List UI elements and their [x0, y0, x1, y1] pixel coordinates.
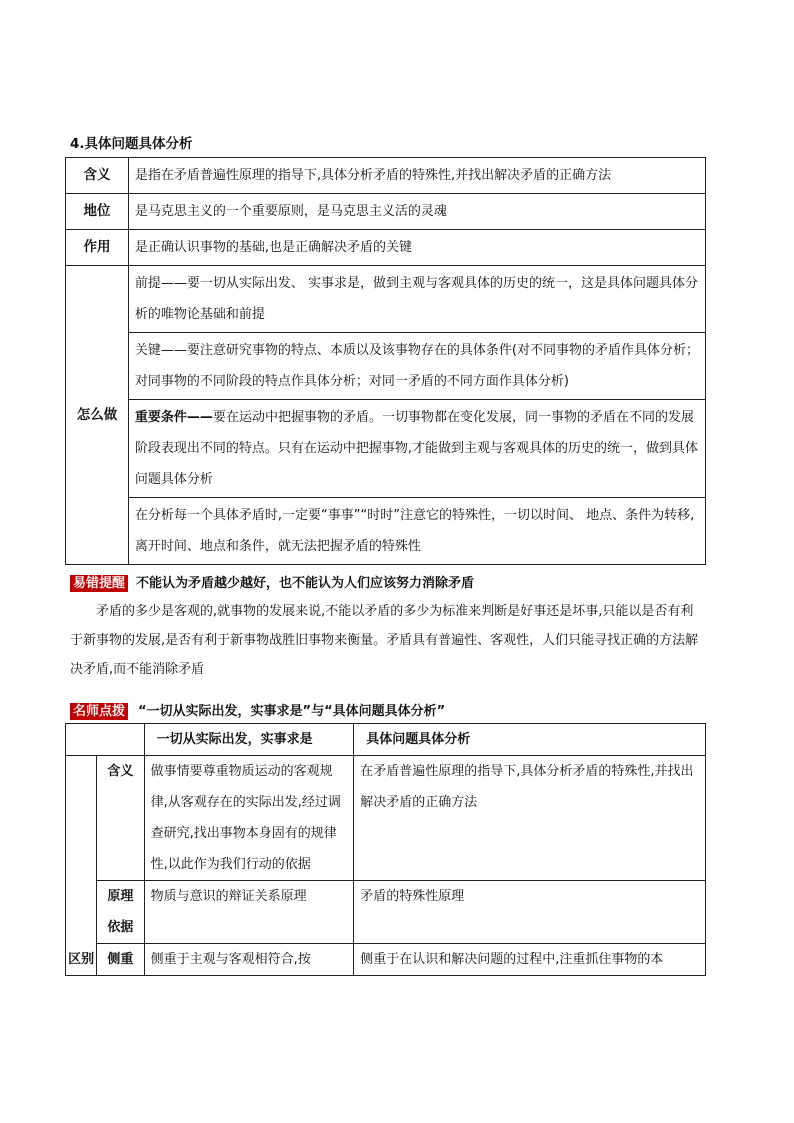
cell: 矛盾的特殊性原理: [354, 881, 706, 944]
how-item-text: 前提——要一切从实际出发、 实事求是，做到主观与客观具体的历史的统一，这是具体问题具体分析的唯物论基础和前提: [134, 276, 699, 322]
teacher-heading: “一切从实际出发，实事求是”与“具体问题具体分析”: [138, 704, 446, 719]
cell: 做事情要尊重物质运动的客观规律,从客观存在的实际出发,经过调查研究,找出事物本身固有的规律性,以此作为我们行动的依据: [144, 756, 354, 881]
table-row: [66, 498, 706, 565]
table-row: [66, 194, 706, 230]
row-label: 含义: [97, 756, 144, 881]
cell: 侧重于主观与客观相符合,按: [144, 944, 354, 976]
concept-table: [65, 157, 706, 565]
table-row: [66, 944, 706, 976]
table-row: [66, 266, 706, 333]
how-item: [128, 266, 705, 333]
header-cell: 一切从实际出发，实事求是: [144, 724, 354, 756]
how-label: 怎么做: [66, 266, 129, 565]
tip-paragraph: 矛盾的多少是客观的,就事物的发展来说,不能以矛盾的多少为标准来判断是好事还是坏事,只能以是否有利于新事物的发展,是否有利于新事物战胜旧事物来衡量。矛盾具有普遍性、客观性，人们只能寻找正确的方法解决矛盾,而不能消除矛盾: [70, 604, 699, 677]
how-item-text: 要在运动中把握事物的矛盾。一切事物都在变化发展，同一事物的矛盾在不同的发展阶段表现出不同的特点。只有在运动中把握事物,才能做到主观与客观具体的历史的统一，做到具体问题具体分析: [134, 410, 699, 487]
row-text: 是马克思主义的一个重要原则，是马克思主义活的灵魂: [128, 194, 705, 230]
tip-heading: 不能认为矛盾越少越好，也不能认为人们应该努力消除矛盾: [136, 576, 475, 591]
how-item: [128, 498, 705, 565]
table-row: [66, 333, 706, 400]
row-text: 是正确认识事物的基础,也是正确解决矛盾的关键: [128, 230, 705, 266]
header-cell: 具体问题具体分析: [354, 724, 706, 756]
table-header-row: [66, 724, 706, 756]
row-label: 作用: [66, 230, 129, 266]
tip-tag: 易错提醒: [70, 575, 128, 592]
table-row: [66, 230, 706, 266]
row-label: 原理依据: [97, 881, 144, 944]
table-row: [66, 756, 706, 881]
teacher-heading-line: [70, 700, 445, 720]
tip-heading-line: [70, 572, 474, 592]
row-text: 是指在矛盾普遍性原理的指导下,具体分析矛盾的特殊性,并找出解决矛盾的正确方法: [128, 158, 705, 194]
table-row: [66, 881, 706, 944]
how-item-text: 在分析每一个具体矛盾时,一定要“事事”“时时”注意它的特殊性，一切以时间、 地点、条件为转移,离开时间、地点和条件，就无法把握矛盾的特殊性: [134, 508, 695, 554]
table-row: [66, 158, 706, 194]
teacher-tag: 名师点拨: [70, 703, 128, 720]
row-label: 侧重: [97, 944, 144, 976]
cell: 侧重于在认识和解决问题的过程中,注重抓住事物的本: [354, 944, 706, 976]
cell: 在矛盾普遍性原理的指导下,具体分析矛盾的特殊性,并找出解决矛盾的正确方法: [354, 756, 706, 881]
table-row: [66, 400, 706, 498]
comparison-table: [65, 723, 706, 976]
group-label: 区别: [66, 756, 97, 976]
section-title: 4.具体问题具体分析: [70, 136, 193, 152]
cell: 物质与意识的辩证关系原理: [144, 881, 354, 944]
row-label: 地位: [66, 194, 129, 230]
how-item: [128, 400, 705, 498]
how-item-bold: 重要条件——: [134, 410, 213, 425]
row-label: 含义: [66, 158, 129, 194]
how-item-text: 关键——要注意研究事物的特点、本质以及该事物存在的具体条件(对不同事物的矛盾作具体分析；对同事物的不同阶段的特点作具体分析；对同一矛盾的不同方面作具体分析): [134, 343, 699, 389]
header-cell-empty: [66, 724, 145, 756]
how-item: [128, 333, 705, 400]
